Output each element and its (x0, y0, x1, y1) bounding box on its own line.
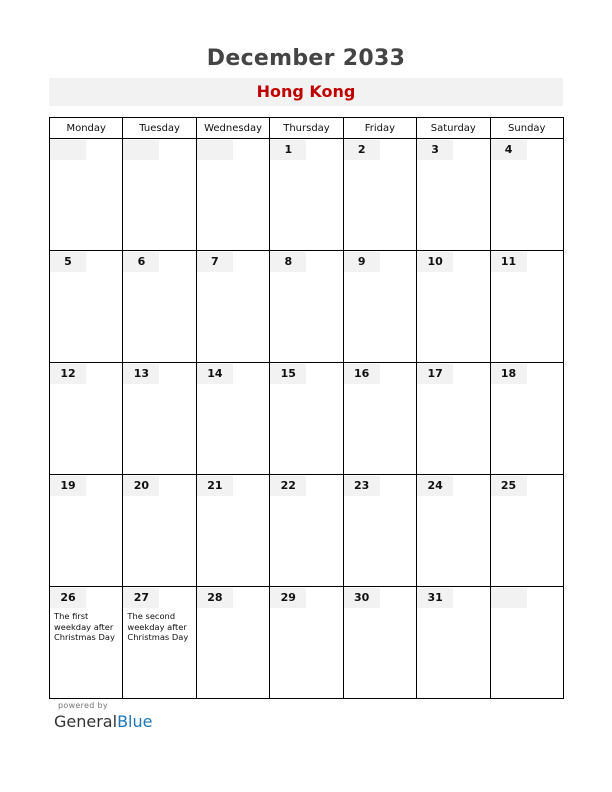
day-number: 20 (123, 476, 159, 496)
day-cell (123, 251, 196, 363)
weekday-header: Sunday (490, 118, 563, 139)
day-cell (50, 587, 123, 699)
holiday-note: The first weekday after Christmas Day (54, 611, 115, 642)
weekday-header: Thursday (270, 118, 343, 139)
day-cell (123, 363, 196, 475)
generalblue-logo[interactable] (54, 712, 152, 731)
day-cell (417, 587, 490, 699)
week-row (50, 363, 564, 475)
powered-by-text: powered by (58, 701, 108, 710)
day-cell (270, 363, 343, 475)
day-number: 10 (417, 252, 453, 272)
day-number: 29 (270, 588, 306, 608)
weekday-header: Tuesday (123, 118, 196, 139)
day-cell (50, 139, 123, 251)
day-number: 11 (491, 252, 527, 272)
day-number: 24 (417, 476, 453, 496)
day-number: 30 (344, 588, 380, 608)
day-number: 19 (50, 476, 86, 496)
weekday-header-row (50, 118, 564, 139)
day-cell (50, 363, 123, 475)
day-number: 7 (197, 252, 233, 272)
day-number: 1 (270, 140, 306, 160)
day-number: 13 (123, 364, 159, 384)
day-number: 22 (270, 476, 306, 496)
weekday-header: Saturday (417, 118, 490, 139)
day-cell (490, 251, 563, 363)
weekday-header: Monday (50, 118, 123, 139)
day-number (50, 140, 86, 160)
week-row (50, 475, 564, 587)
day-cell (490, 587, 563, 699)
day-number: 15 (270, 364, 306, 384)
day-cell (417, 251, 490, 363)
day-cell (343, 251, 416, 363)
day-cell (343, 587, 416, 699)
week-row (50, 251, 564, 363)
week-row (50, 139, 564, 251)
day-cell (270, 475, 343, 587)
day-cell (123, 139, 196, 251)
day-cell (417, 363, 490, 475)
day-number: 18 (491, 364, 527, 384)
day-cell (270, 139, 343, 251)
day-number: 6 (123, 252, 159, 272)
day-cell (270, 251, 343, 363)
day-number: 9 (344, 252, 380, 272)
day-cell (343, 139, 416, 251)
day-number: 17 (417, 364, 453, 384)
page-title: December 2033 (206, 46, 406, 71)
day-number (491, 588, 527, 608)
day-number (197, 140, 233, 160)
day-number: 27 (123, 588, 159, 608)
day-number: 12 (50, 364, 86, 384)
holiday-note: The second weekday after Christmas Day (127, 611, 189, 642)
day-number (123, 140, 159, 160)
region-banner: Hong Kong (49, 78, 563, 106)
day-cell (196, 475, 269, 587)
day-number: 31 (417, 588, 453, 608)
day-cell (50, 475, 123, 587)
day-cell (417, 475, 490, 587)
day-cell (343, 475, 416, 587)
day-number: 3 (417, 140, 453, 160)
day-cell (490, 139, 563, 251)
brand-blue: Blue (117, 712, 153, 731)
day-cell (196, 139, 269, 251)
day-cell (123, 587, 196, 699)
day-cell (196, 587, 269, 699)
day-cell (196, 251, 269, 363)
weekday-header: Wednesday (196, 118, 269, 139)
brand-general: General (54, 712, 118, 731)
day-number: 2 (344, 140, 380, 160)
day-cell (270, 587, 343, 699)
day-number: 14 (197, 364, 233, 384)
day-number: 25 (491, 476, 527, 496)
calendar-grid (49, 117, 564, 699)
day-cell (490, 475, 563, 587)
day-cell (50, 251, 123, 363)
day-number: 23 (344, 476, 380, 496)
day-number: 5 (50, 252, 86, 272)
day-cell (123, 475, 196, 587)
weekday-header: Friday (343, 118, 416, 139)
day-number: 8 (270, 252, 306, 272)
day-number: 26 (50, 588, 86, 608)
day-number: 21 (197, 476, 233, 496)
day-cell (490, 363, 563, 475)
day-cell (417, 139, 490, 251)
day-cell (343, 363, 416, 475)
day-number: 28 (197, 588, 233, 608)
week-row (50, 587, 564, 699)
day-number: 16 (344, 364, 380, 384)
day-number: 4 (491, 140, 527, 160)
day-cell (196, 363, 269, 475)
